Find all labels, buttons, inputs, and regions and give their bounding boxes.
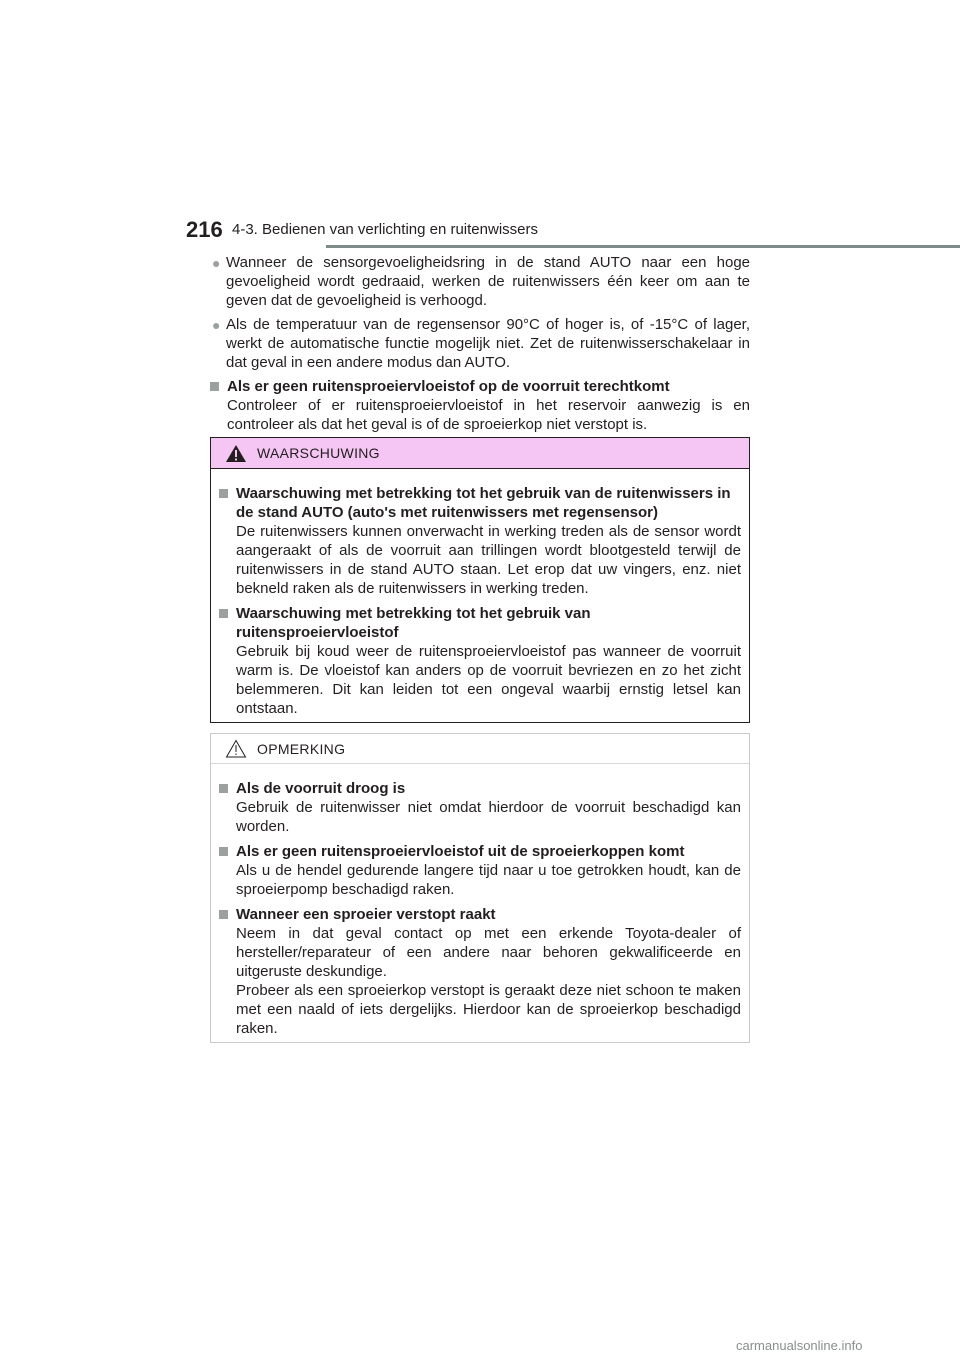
bullet-icon: ● <box>212 317 221 333</box>
square-bullet-icon <box>219 784 228 793</box>
header-rule <box>326 245 960 248</box>
bullet-text: Wanneer de sensorgevoeligheidsring in de stand AUTO naar een hoge gevoeligheid wordt gedraaid, werken de ruitenwissers één keer om aan te geven dat de gevoeligheid is verhoogd. <box>226 254 750 309</box>
warning-item <box>219 604 741 718</box>
warning-item <box>219 484 741 598</box>
notice-body <box>211 764 749 1038</box>
page-header <box>186 213 820 247</box>
notice-item-body: Als u de hendel gedurende langere tijd naar u toe getrokken houdt, kan de sproeierpomp beschadigd raken. <box>236 862 741 898</box>
warning-item-body: De ruitenwissers kunnen onverwacht in werking treden als de sensor wordt aangeraakt of als de voorruit aan trillingen wordt blootgesteld terwijl de ruitenwissers in de stand AUTO staan. Let erop dat uw vingers, enz. niet bekneld raken als de ruitenwissers in werking treden. <box>236 523 741 597</box>
main-content <box>210 253 750 434</box>
warning-item-body: Gebruik bij koud weer de ruitensproeiervloeistof pas wanneer de voorruit warm is. De vloeistof kan anders op de voorruit bevriezen en zo het zicht belemmeren. Dit kan leiden tot een ongeval waarbij ernstig letsel kan ontstaan. <box>236 643 741 717</box>
warning-header <box>211 438 749 469</box>
warning-item-heading <box>219 604 741 642</box>
section-title: 4-3. Bedienen van verlichting en ruitenwissers <box>232 221 538 238</box>
warning-item-heading-text: Waarschuwing met betrekking tot het gebruik van ruitensproeiervloeistof <box>236 605 591 641</box>
notice-item-heading-text: Als de voorruit droog is <box>236 780 406 797</box>
notice-item-body: Probeer als een sproeierkop verstopt is geraakt deze niet schoon te maken met een naald of iets dergelijks. Hierdoor kan de sproeierkop beschadigd raken. <box>236 982 741 1037</box>
warning-body <box>211 469 749 718</box>
watermark: carmanualsonline.info <box>736 1338 863 1353</box>
square-bullet-icon <box>219 910 228 919</box>
notice-item-body: Neem in dat geval contact op met een erkende Toyota-dealer of hersteller/reparateur of een andere naar behoren gekwalificeerde en uitgeruste deskundige. <box>236 925 741 980</box>
warning-title: WAARSCHUWING <box>257 445 380 461</box>
list-item <box>210 253 750 310</box>
notice-item-heading <box>219 905 741 924</box>
list-item <box>210 315 750 372</box>
bullet-text: Als de temperatuur van de regensensor 90°C of hoger is, of -15°C of lager, werkt de automatische functie mogelijk niet. Zet de ruitenwisserschakelaar in dat geval in een andere modus dan AUTO. <box>226 316 750 371</box>
notice-item-body: Gebruik de ruitenwisser niet omdat hierdoor de voorruit beschadigd kan worden. <box>236 799 741 835</box>
subsection-heading <box>210 377 750 396</box>
bullet-icon: ● <box>212 255 221 271</box>
square-bullet-icon <box>219 609 228 618</box>
page-number: 216 <box>186 217 223 242</box>
square-bullet-icon <box>210 382 219 391</box>
notice-item-heading <box>219 779 741 798</box>
notice-title: OPMERKING <box>257 741 346 757</box>
caution-triangle-icon <box>225 739 247 758</box>
subsection-body: Controleer of er ruitensproeiervloeistof in het reservoir aanwezig is en controleer als dat het geval is of de sproeierkop niet verstopt is. <box>227 397 750 433</box>
warning-item-heading <box>219 484 741 522</box>
notice-item-heading-text: Wanneer een sproeier verstopt raakt <box>236 906 496 923</box>
notice-box <box>210 733 750 1043</box>
warning-box <box>210 437 750 723</box>
notice-item-heading <box>219 842 741 861</box>
notice-header <box>211 734 749 764</box>
notice-item <box>219 842 741 899</box>
square-bullet-icon <box>219 847 228 856</box>
notice-item <box>219 779 741 836</box>
warning-item-heading-text: Waarschuwing met betrekking tot het gebruik van de ruitenwissers in de stand AUTO (auto's met ruitenwissers met regensensor) <box>236 485 731 521</box>
notice-item-heading-text: Als er geen ruitensproeiervloeistof uit de sproeierkoppen komt <box>236 843 685 860</box>
notice-item <box>219 905 741 1038</box>
subsection-heading-text: Als er geen ruitensproeiervloeistof op de voorruit terechtkomt <box>227 378 670 395</box>
warning-triangle-icon <box>225 444 247 463</box>
square-bullet-icon <box>219 489 228 498</box>
